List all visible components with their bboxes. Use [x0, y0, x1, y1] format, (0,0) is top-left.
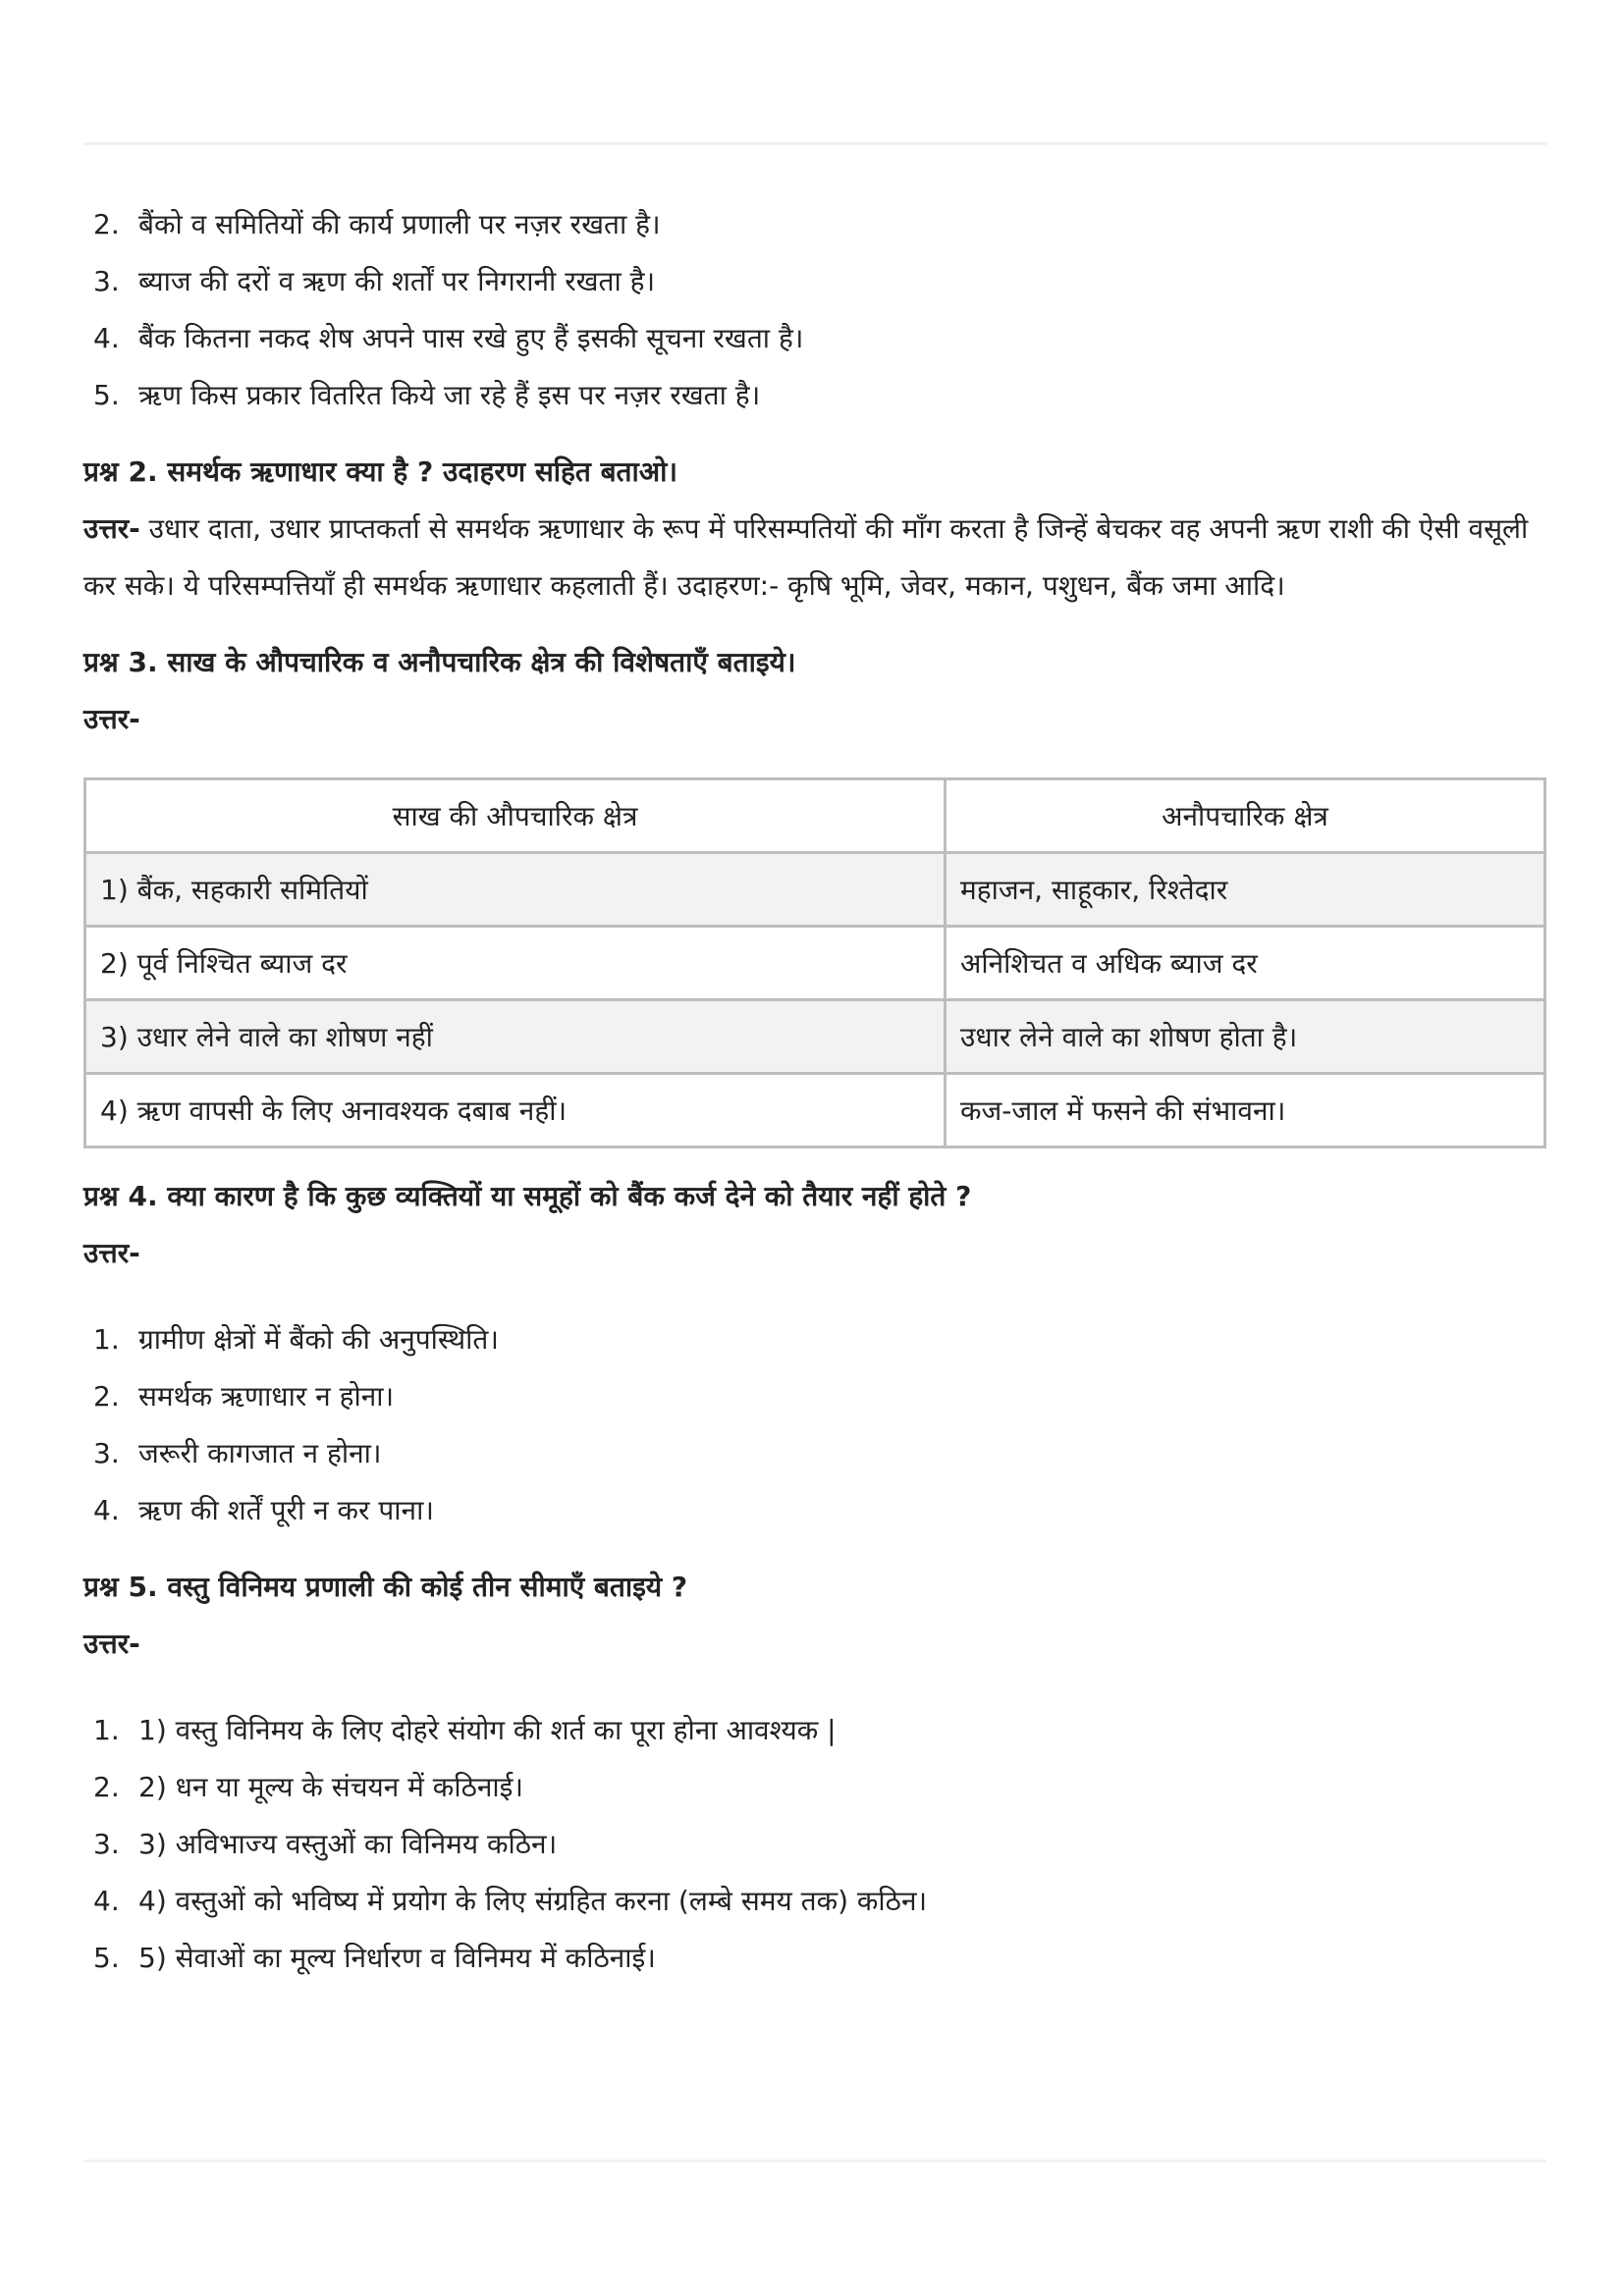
answer-label: उत्तर-: [83, 703, 140, 735]
list-item-text: समर्थक ऋणाधार न होना।: [138, 1380, 395, 1413]
top-divider: [83, 142, 1546, 145]
list-item-text: जरूरी कागजात न होना।: [138, 1437, 382, 1469]
list-item-number: 4.: [93, 1494, 120, 1526]
list-item: [83, 1759, 1546, 1816]
list-item-number: 5.: [93, 379, 120, 411]
list-item: [83, 367, 1546, 424]
table-cell: कज-जाल में फसने की संभावना।: [946, 1074, 1545, 1148]
list-item: [83, 1930, 1546, 1987]
list-item: [83, 253, 1546, 310]
question-3-heading: प्रश्न 3. साख के औपचारिक व अनौपचारिक क्षेत्र की विशेषताएँ बताइये।: [83, 646, 796, 678]
list-item-number: 3.: [93, 1828, 120, 1860]
list-item-number: 1.: [93, 1323, 120, 1356]
table-row: [85, 1074, 1545, 1148]
list-item-number: 4.: [93, 1885, 120, 1917]
list-item-text: बैंको व समितियों की कार्य प्रणाली पर नज़र रखता है।: [138, 208, 661, 240]
list-item-text: बैंक कितना नकद शेष अपने पास रखे हुए हैं इसकी सूचना रखता है।: [138, 322, 804, 354]
list-item: [83, 310, 1546, 367]
list-item-number: 4.: [93, 322, 120, 354]
list-item-text: ऋण किस प्रकार वितरित किये जा रहे हैं इस पर नज़र रखता है।: [138, 379, 761, 411]
list-item-number: 3.: [93, 265, 120, 297]
list-item-text: 3) अविभाज्य वस्तुओं का विनिमय कठिन।: [138, 1828, 558, 1860]
question-4-list: [83, 1311, 1546, 1539]
list-item-number: 5.: [93, 1942, 120, 1974]
list-item: [83, 1368, 1546, 1425]
table-cell: उधार लेने वाले का शोषण होता है।: [946, 1000, 1545, 1074]
page-content: [83, 196, 1546, 1987]
list-item-text: ब्याज की दरों व ऋण की शर्तों पर निगरानी रखता है।: [138, 265, 656, 297]
question-2-heading: प्रश्न 2. समर्थक ऋणाधार क्या है ? उदाहरण सहित बताओ।: [83, 455, 678, 488]
table-cell: अनिशिचत व अधिक ब्याज दर: [946, 927, 1545, 1000]
answer-text: उधार दाता, उधार प्राप्तकर्ता से समर्थक ऋणाधार के रूप में परिसम्पतियों की माँग करता है जिन्हें बेचकर वह अपनी ऋण राशी की ऐसी वसूली कर सके। ये परिसम्पत्तियाँ ही समर्थक ऋणाधार कहलाती हैं। उदाहरण:- कृषि भूमि, जेवर, मकान, पशुधन, बैंक जमा आदि।: [83, 512, 1529, 602]
list-item-number: 2.: [93, 208, 120, 240]
answer-label: उत्तर-: [83, 512, 140, 545]
table-cell: महाजन, साहूकार, रिश्तेदार: [946, 853, 1545, 927]
list-item-number: 2.: [93, 1771, 120, 1803]
list-item-number: 2.: [93, 1380, 120, 1413]
list-item-text: ग्रामीण क्षेत्रों में बैंको की अनुपस्थिति।: [138, 1323, 499, 1356]
list-item: [83, 196, 1546, 253]
list-item-text: ऋण की शर्तें पूरी न कर पाना।: [138, 1494, 434, 1526]
table-row: [85, 853, 1545, 927]
list-a: [83, 196, 1546, 424]
list-item-number: 3.: [93, 1437, 120, 1469]
question-2-answer: [83, 501, 1546, 614]
list-item: [83, 1816, 1546, 1873]
list-item: [83, 1702, 1546, 1759]
list-item-text: 1) वस्तु विनिमय के लिए दोहरे संयोग की शर्त का पूरा होना आवश्यक |: [138, 1714, 837, 1746]
table-cell: 2) पूर्व निश्चित ब्याज दर: [85, 927, 946, 1000]
list-item: [83, 1482, 1546, 1539]
table-row: [85, 927, 1545, 1000]
question-4-heading: प्रश्न 4. क्या कारण है कि कुछ व्यक्तियों या समूहों को बैंक कर्ज देने को तैयार नहीं होते ?: [83, 1180, 972, 1212]
list-item: [83, 1311, 1546, 1368]
list-item: [83, 1425, 1546, 1482]
question-5-heading: प्रश्न 5. वस्तु विनिमय प्रणाली की कोई तीन सीमाएँ बताइये ?: [83, 1571, 688, 1603]
question-5-list: [83, 1702, 1546, 1987]
table-header-row: [85, 779, 1545, 853]
bottom-divider: [83, 2160, 1546, 2163]
list-item-text: 2) धन या मूल्य के संचयन में कठिनाई।: [138, 1771, 523, 1803]
table-row: [85, 1000, 1545, 1074]
answer-label: उत्तर-: [83, 1628, 140, 1660]
list-item-number: 1.: [93, 1714, 120, 1746]
table-header-informal: अनौपचारिक क्षेत्र: [946, 779, 1545, 853]
list-item-text: 5) सेवाओं का मूल्य निर्धारण व विनिमय में कठिनाई।: [138, 1942, 656, 1974]
list-item-text: 4) वस्तुओं को भविष्य में प्रयोग के लिए संग्रहित करना (लम्बे समय तक) कठिन।: [138, 1885, 928, 1917]
table-cell: 1) बैंक, सहकारी समितियों: [85, 853, 946, 927]
list-item: [83, 1873, 1546, 1930]
credit-comparison-table: [83, 777, 1546, 1148]
answer-label: उत्तर-: [83, 1237, 140, 1269]
table-cell: 4) ऋण वापसी के लिए अनावश्यक दबाब नहीं।: [85, 1074, 946, 1148]
table-cell: 3) उधार लेने वाले का शोषण नहीं: [85, 1000, 946, 1074]
table-header-formal: साख की औपचारिक क्षेत्र: [85, 779, 946, 853]
